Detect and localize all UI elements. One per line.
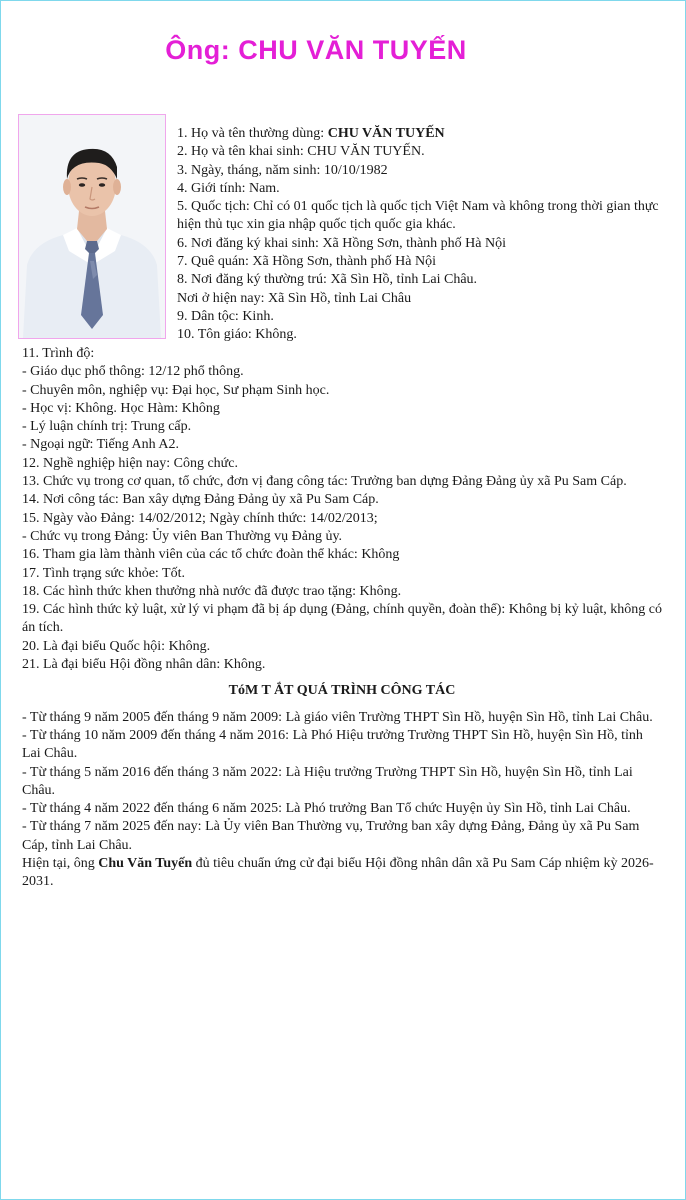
- career-item: - Từ tháng 9 năm 2005 đến tháng 9 năm 2009: Là giáo viên Trường THPT Sìn Hồ, huyện Sìn Hồ, tỉnh Lai Châu.: [22, 709, 653, 725]
- info-line-13: 13. Chức vụ trong cơ quan, tổ chức, đơn vị đang công tác: Trưởng ban dựng Đảng Đảng ủy xã Pu Sam Cáp.: [22, 474, 627, 490]
- info-line-18: 18. Các hình thức khen thưởng nhà nước đã được trao tặng: Không.: [22, 583, 402, 599]
- profile-details: [22, 345, 662, 892]
- info-line-10: 10. Tôn giáo: Không.: [177, 327, 297, 343]
- career-item: - Từ tháng 5 năm 2016 đến tháng 3 năm 2022: Là Hiệu trưởng Trường THPT Sìn Hồ, huyện Sìn Hồ, tỉnh Lai Châu.: [22, 764, 633, 798]
- info-line-4: 4. Giới tính: Nam.: [177, 180, 280, 196]
- info-line-15a: - Chức vụ trong Đảng: Ủy viên Ban Thường vụ Đảng ủy.: [22, 528, 343, 544]
- info-line-14: 14. Nơi công tác: Ban xây dựng Đảng Đảng ủy xã Pu Sam Cáp.: [22, 492, 379, 508]
- info-label: 1. Họ và tên thường dùng:: [177, 126, 328, 141]
- conclusion-paragraph: [22, 855, 662, 892]
- info-line-15: 15. Ngày vào Đảng: 14/02/2012; Ngày chính thức: 14/02/2013;: [22, 510, 378, 526]
- candidate-name: CHU VĂN TUYẾN: [327, 126, 445, 141]
- conclusion-suffix: đủ tiêu chuẩn ứng cử đại biểu Hội đồng nhân dân xã Pu Sam Cáp nhiệm kỳ 2026-2031.: [22, 856, 654, 890]
- info-line-1: [177, 125, 663, 143]
- info-line-8b: Nơi ở hiện nay: Xã Sìn Hồ, tỉnh Lai Châu: [177, 290, 412, 306]
- personal-info-list: [177, 125, 663, 345]
- career-item: - Từ tháng 4 năm 2022 đến tháng 6 năm 2025: Là Phó trưởng Ban Tổ chức Huyện ủy Sìn Hồ, tỉnh Lai Châu.: [22, 801, 631, 817]
- info-line-3: 3. Ngày, tháng, năm sinh: 10/10/1982: [177, 162, 388, 178]
- career-summary-heading: TóM T ẮT QUÁ TRÌNH CÔNG TÁC: [228, 683, 456, 699]
- info-line-11c: - Học vị: Không. Học Hàm: Không: [22, 400, 220, 416]
- career-item: - Từ tháng 7 năm 2025 đến nay: Là Ủy viên Ban Thường vụ, Trưởng ban xây dựng Đảng, Đảng ủy xã Pu Sam Cáp, tỉnh Lai Châu.: [22, 819, 640, 853]
- info-line-12: 12. Nghề nghiệp hiện nay: Công chức.: [22, 455, 238, 471]
- info-line-9: 9. Dân tộc: Kinh.: [177, 308, 274, 324]
- info-line-11: 11. Trình độ:: [22, 346, 95, 361]
- info-line-17: 17. Tình trạng sức khỏe: Tốt.: [22, 565, 185, 581]
- info-line-20: 20. Là đại biểu Quốc hội: Không.: [22, 638, 211, 654]
- info-line-21: 21. Là đại biểu Hội đồng nhân dân: Không.: [22, 657, 266, 673]
- info-line-16: 16. Tham gia làm thành viên của các tổ chức đoàn thể khác: Không: [22, 547, 400, 563]
- conclusion-name: Chu Văn Tuyến: [98, 856, 193, 872]
- info-line-5: 5. Quốc tịch: Chỉ có 01 quốc tịch là quốc tịch Việt Nam và không trong thời gian thực hiện thủ tục xin gia nhập quốc tịch quốc gia khác.: [177, 199, 659, 233]
- info-line-7: 7. Quê quán: Xã Hồng Sơn, thành phố Hà Nội: [177, 254, 436, 270]
- conclusion-prefix: Hiện tại, ông: [22, 856, 99, 872]
- info-line-2: 2. Họ và tên khai sinh: CHU VĂN TUYẾN.: [177, 144, 425, 160]
- info-line-11d: - Lý luận chính trị: Trung cấp.: [22, 419, 192, 435]
- info-line-8: 8. Nơi đăng ký thường trú: Xã Sìn Hồ, tỉnh Lai Châu.: [177, 272, 478, 288]
- candidate-portrait-photo: [18, 114, 166, 339]
- career-item: - Từ tháng 10 năm 2009 đến tháng 4 năm 2016: Là Phó Hiệu trưởng Trường THPT Sìn Hồ, huyện Sìn Hồ, tỉnh Lai Châu.: [22, 727, 643, 762]
- page-title: Ông: CHU VĂN TUYẾN: [165, 35, 467, 65]
- info-line-6: 6. Nơi đăng ký khai sinh: Xã Hồng Sơn, thành phố Hà Nội: [177, 235, 506, 251]
- info-line-19: 19. Các hình thức kỷ luật, xử lý vi phạm đã bị áp dụng (Đảng, chính quyền, đoàn thể): Không bị kỷ luật, không có án tích.: [22, 602, 663, 636]
- info-line-11e: - Ngoại ngữ: Tiếng Anh A2.: [22, 437, 179, 453]
- info-line-11b: - Chuyên môn, nghiệp vụ: Đại học, Sư phạm Sinh học.: [22, 382, 330, 398]
- info-line-11a: - Giáo dục phổ thông: 12/12 phổ thông.: [22, 364, 244, 380]
